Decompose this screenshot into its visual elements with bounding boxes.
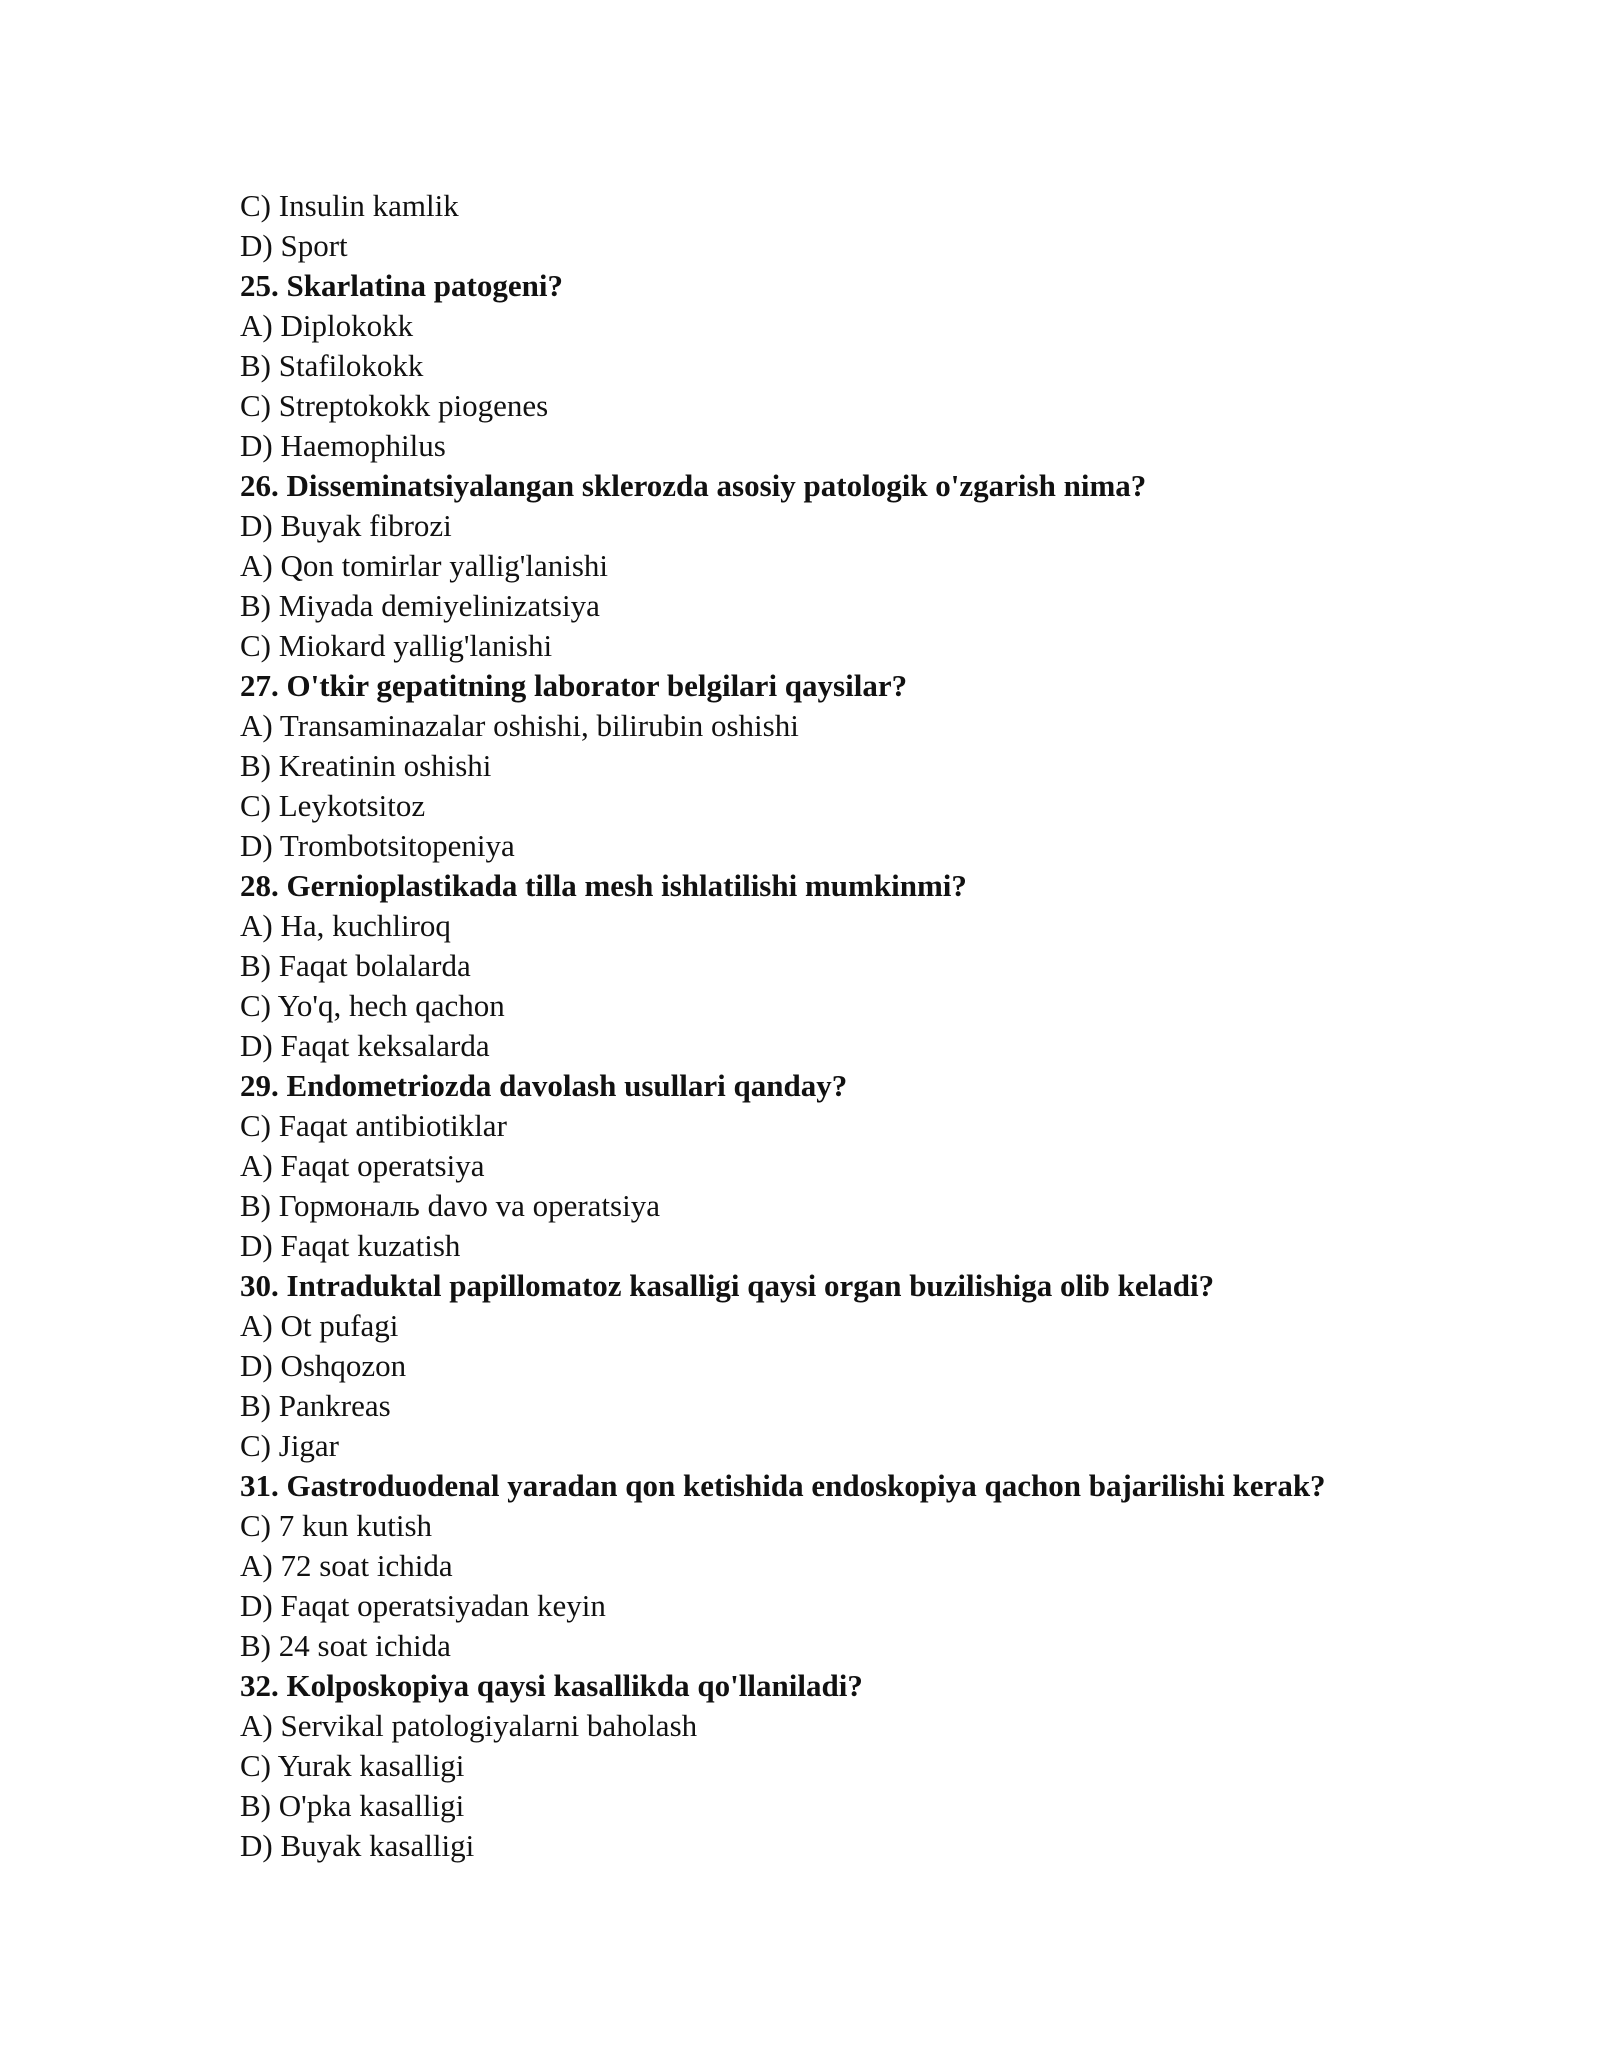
answer-option: B) Pankreas xyxy=(240,1388,391,1423)
answer-option: D) Buyak fibrozi xyxy=(240,508,452,543)
question-25 xyxy=(240,266,1440,466)
answer-option: B) O'pka kasalligi xyxy=(240,1788,465,1823)
question-30 xyxy=(240,1266,1440,1466)
answer-option: C) Jigar xyxy=(240,1428,340,1463)
answer-option: A) Ha, kuchliroq xyxy=(240,908,451,943)
answer-option: A) Ot pufagi xyxy=(240,1308,399,1343)
question-title: 31. Gastroduodenal yaradan qon ketishida endoskopiya qachon bajarilishi kerak? xyxy=(240,1468,1326,1503)
question-title: 30. Intraduktal papillomatoz kasalligi qaysi organ buzilishiga olib keladi? xyxy=(240,1268,1215,1303)
answer-option: B) Faqat bolalarda xyxy=(240,948,471,983)
answer-option: B) Stafilokokk xyxy=(240,348,424,383)
answer-option: A) Transaminazalar oshishi, bilirubin oshishi xyxy=(240,708,799,743)
answer-option: A) Diplokokk xyxy=(240,308,414,343)
question-title: 27. O'tkir gepatitning laborator belgilari qaysilar? xyxy=(240,668,908,703)
answer-option: C) Faqat antibiotiklar xyxy=(240,1108,507,1143)
question-title: 32. Kolposkopiya qaysi kasallikda qo'llaniladi? xyxy=(240,1668,863,1703)
answer-option: B) Гормональ davo va operatsiya xyxy=(240,1188,660,1223)
question-28 xyxy=(240,866,1440,1066)
answer-option: D) Haemophilus xyxy=(240,428,446,463)
answer-option: B) Kreatinin oshishi xyxy=(240,748,492,783)
answer-option: A) Faqat operatsiya xyxy=(240,1148,485,1183)
answer-option: D) Faqat kuzatish xyxy=(240,1228,461,1263)
question-title: 25. Skarlatina patogeni? xyxy=(240,268,563,303)
answer-option: C) Leykotsitoz xyxy=(240,788,426,823)
answer-option: D) Faqat keksalarda xyxy=(240,1028,490,1063)
answer-option: C) Yo'q, hech qachon xyxy=(240,988,505,1023)
question-title: 28. Gernioplastikada tilla mesh ishlatilishi mumkinmi? xyxy=(240,868,967,903)
quiz-content xyxy=(240,186,1440,1866)
answer-option: D) Oshqozon xyxy=(240,1348,407,1383)
lead-option: D) Sport xyxy=(240,228,348,263)
answer-option: A) 72 soat ichida xyxy=(240,1548,453,1583)
answer-option: B) Miyada demiyelinizatsiya xyxy=(240,588,600,623)
answer-option: D) Buyak kasalligi xyxy=(240,1828,475,1863)
question-32 xyxy=(240,1666,1440,1866)
question-title: 29. Endometriozda davolash usullari qanday? xyxy=(240,1068,848,1103)
answer-option: C) Yurak kasalligi xyxy=(240,1748,465,1783)
answer-option: D) Faqat operatsiyadan keyin xyxy=(240,1588,606,1623)
answer-option: C) 7 kun kutish xyxy=(240,1508,433,1543)
question-29 xyxy=(240,1066,1440,1266)
lead-option: C) Insulin kamlik xyxy=(240,188,459,223)
answer-option: C) Miokard yallig'lanishi xyxy=(240,628,553,663)
answer-option: B) 24 soat ichida xyxy=(240,1628,451,1663)
answer-option: C) Streptokokk piogenes xyxy=(240,388,549,423)
question-title: 26. Disseminatsiyalangan sklerozda asosiy patologik o'zgarish nima? xyxy=(240,468,1147,503)
question-27 xyxy=(240,666,1440,866)
answer-option: A) Servikal patologiyalarni baholash xyxy=(240,1708,698,1743)
answer-option: A) Qon tomirlar yallig'lanishi xyxy=(240,548,609,583)
answer-option: D) Trombotsitopeniya xyxy=(240,828,515,863)
question-31 xyxy=(240,1466,1440,1666)
question-26 xyxy=(240,466,1440,666)
